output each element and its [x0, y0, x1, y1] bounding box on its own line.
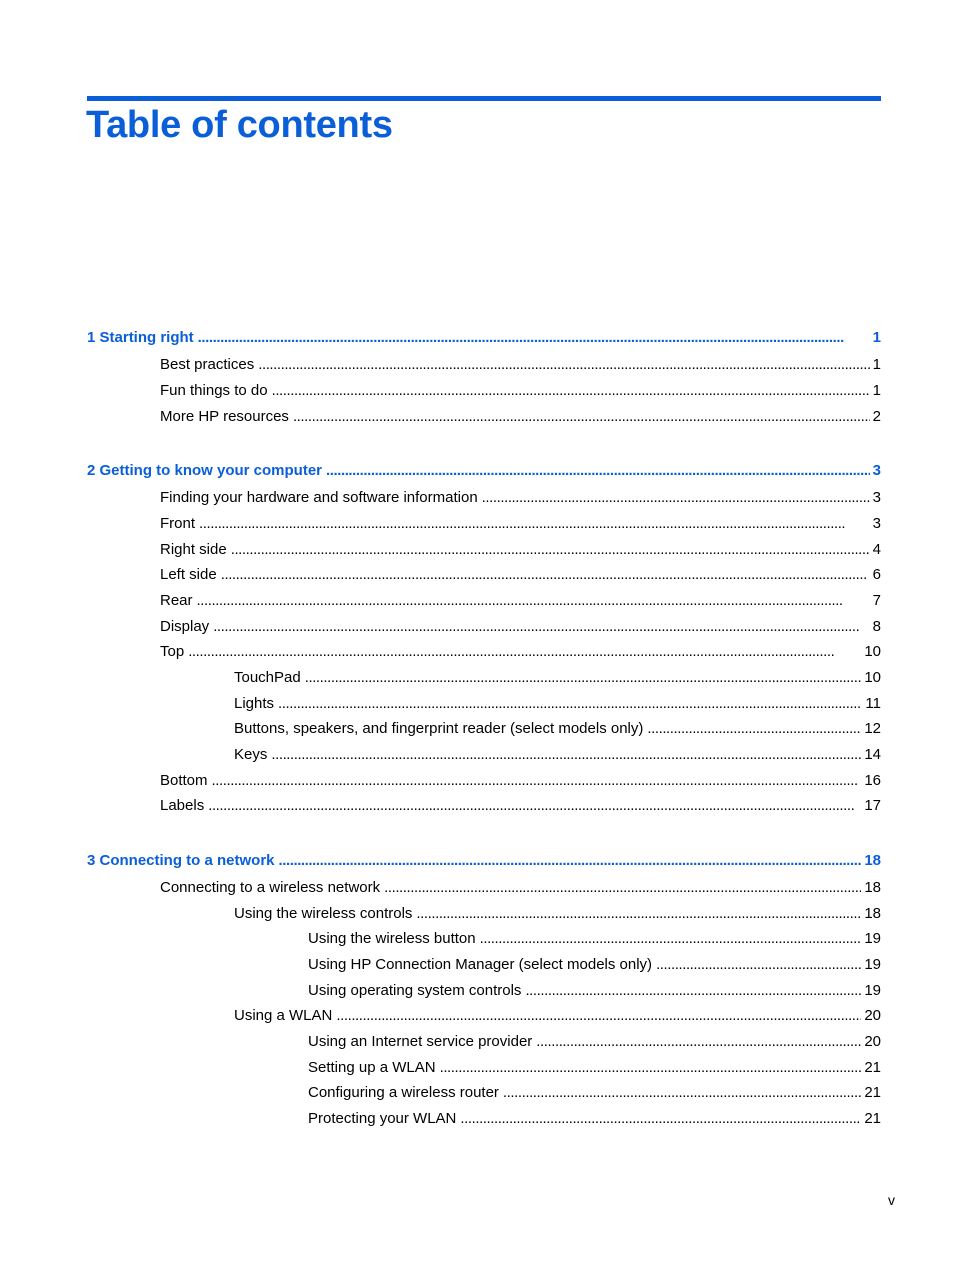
dot-leader: [197, 591, 870, 611]
dot-leader: [271, 745, 861, 765]
dot-leader: [221, 565, 870, 585]
toc-entry-page: 21: [864, 1059, 881, 1076]
toc-entry[interactable]: [234, 745, 881, 765]
dot-leader: [272, 381, 870, 401]
dot-leader: [460, 1109, 861, 1129]
dot-leader: [384, 878, 861, 898]
toc-entry[interactable]: [308, 929, 881, 949]
dot-leader: [199, 514, 870, 534]
dot-leader: [213, 617, 869, 637]
dot-leader: [525, 981, 861, 1001]
toc-entry-page: 11: [865, 695, 881, 712]
toc-entry-label: Best practices: [160, 356, 255, 373]
toc-entry[interactable]: [234, 668, 881, 688]
toc-entry-page: 21: [864, 1110, 881, 1127]
dot-leader: [212, 771, 862, 791]
toc-entry[interactable]: [160, 407, 881, 427]
dot-leader: [188, 642, 861, 662]
toc-entry-page: 10: [864, 643, 881, 660]
toc-entry[interactable]: [160, 355, 881, 375]
toc-entry-page: 18: [864, 905, 881, 922]
title-rule: [87, 96, 881, 101]
toc-entry-label: Front: [160, 515, 196, 532]
toc-entry-page: 14: [864, 746, 881, 763]
toc-entry-page: 3: [872, 489, 881, 506]
dot-leader: [416, 904, 861, 924]
toc-entry[interactable]: [234, 719, 881, 739]
dot-leader: [208, 796, 861, 816]
toc-entry[interactable]: [308, 981, 881, 1001]
toc-entry-label: Display: [160, 618, 210, 635]
toc-chapter-entry[interactable]: [87, 328, 881, 348]
dot-leader: [647, 719, 861, 739]
toc-entry-label: Keys: [234, 746, 268, 763]
toc-entry-label: 3 Connecting to a network: [87, 852, 275, 869]
toc-entry-page: 20: [864, 1007, 881, 1024]
toc-entry-label: Using HP Connection Manager (select models only): [308, 956, 653, 973]
toc-entry[interactable]: [160, 514, 881, 534]
dot-leader: [279, 851, 862, 871]
toc-entry-label: 2 Getting to know your computer: [87, 462, 323, 479]
toc-entry-label: TouchPad: [234, 669, 301, 686]
toc-entry-label: Buttons, speakers, and fingerprint reader (select models only): [234, 720, 644, 737]
toc-entry-page: 10: [864, 669, 881, 686]
toc-entry-page: 1: [872, 329, 881, 346]
toc-entry-label: Using operating system controls: [308, 982, 522, 999]
dot-leader: [198, 328, 870, 348]
toc-entry[interactable]: [308, 955, 881, 975]
dot-leader: [656, 955, 861, 975]
toc-entry-label: Setting up a WLAN: [308, 1059, 436, 1076]
toc-entry-page: 18: [864, 879, 881, 896]
toc-entry-page: 7: [872, 592, 881, 609]
toc-entry[interactable]: [234, 1006, 881, 1026]
toc-entry-label: Using the wireless controls: [234, 905, 413, 922]
toc-entry-page: 19: [864, 982, 881, 999]
toc-entry-page: 19: [864, 956, 881, 973]
dot-leader: [231, 540, 870, 560]
dot-leader: [480, 929, 862, 949]
toc-entry[interactable]: [308, 1083, 881, 1103]
toc-entry[interactable]: [308, 1058, 881, 1078]
dot-leader: [293, 407, 870, 427]
toc-entry-label: Configuring a wireless router: [308, 1084, 499, 1101]
toc-entry[interactable]: [160, 796, 881, 816]
toc-entry[interactable]: [160, 878, 881, 898]
toc-entry-label: Left side: [160, 566, 217, 583]
dot-leader: [503, 1083, 861, 1103]
toc-entry-page: 1: [872, 356, 881, 373]
page-title: Table of contents: [86, 104, 393, 146]
toc-entry-label: Lights: [234, 695, 275, 712]
dot-leader: [482, 488, 870, 508]
toc-entry-page: 3: [872, 515, 881, 532]
toc-entry-label: Bottom: [160, 772, 208, 789]
toc-entry-page: 16: [864, 772, 881, 789]
toc-entry-label: More HP resources: [160, 408, 289, 425]
toc-entry[interactable]: [160, 488, 881, 508]
toc-entry-page: 17: [864, 797, 881, 814]
dot-leader: [440, 1058, 862, 1078]
toc-chapter-entry[interactable]: [87, 851, 881, 871]
toc-entry-page: 20: [864, 1033, 881, 1050]
toc-entry[interactable]: [160, 540, 881, 560]
toc-entry-page: 6: [872, 566, 881, 583]
toc-entry-page: 12: [864, 720, 881, 737]
toc-entry[interactable]: [160, 565, 881, 585]
dot-leader: [326, 461, 870, 481]
toc-entry-label: Finding your hardware and software information: [160, 489, 478, 506]
dot-leader: [278, 694, 862, 714]
toc-entry-page: 19: [864, 930, 881, 947]
dot-leader: [536, 1032, 861, 1052]
toc-entry-page: 2: [872, 408, 881, 425]
toc-entry-page: 4: [872, 541, 881, 558]
dot-leader: [258, 355, 869, 375]
toc-entry[interactable]: [234, 694, 881, 714]
toc-entry-label: Protecting your WLAN: [308, 1110, 457, 1127]
toc-entry[interactable]: [160, 771, 881, 791]
toc-entry-label: Right side: [160, 541, 227, 558]
page-number: v: [888, 1192, 895, 1208]
toc-entry-page: 3: [872, 462, 881, 479]
toc-chapter-entry[interactable]: [87, 461, 881, 481]
toc-entry-label: Using an Internet service provider: [308, 1033, 533, 1050]
dot-leader: [305, 668, 862, 688]
toc-entry[interactable]: [308, 1109, 881, 1129]
toc-entry-page: 18: [864, 852, 881, 869]
toc-entry[interactable]: [308, 1032, 881, 1052]
dot-leader: [336, 1006, 861, 1026]
toc-entry-page: 21: [864, 1084, 881, 1101]
toc-entry-label: Using the wireless button: [308, 930, 476, 947]
toc-entry-page: 8: [872, 618, 881, 635]
toc-entry[interactable]: [160, 642, 881, 662]
toc-entry[interactable]: [160, 591, 881, 611]
toc-entry-label: Top: [160, 643, 185, 660]
toc-entry-label: 1 Starting right: [87, 329, 194, 346]
toc-entry-label: Using a WLAN: [234, 1007, 333, 1024]
toc-entry[interactable]: [160, 381, 881, 401]
toc-entry-label: Fun things to do: [160, 382, 268, 399]
toc-entry-label: Connecting to a wireless network: [160, 879, 381, 896]
toc-entry[interactable]: [234, 904, 881, 924]
toc-entry-page: 1: [872, 382, 881, 399]
toc-entry-label: Labels: [160, 797, 205, 814]
toc-entry-label: Rear: [160, 592, 193, 609]
toc-entry[interactable]: [160, 617, 881, 637]
